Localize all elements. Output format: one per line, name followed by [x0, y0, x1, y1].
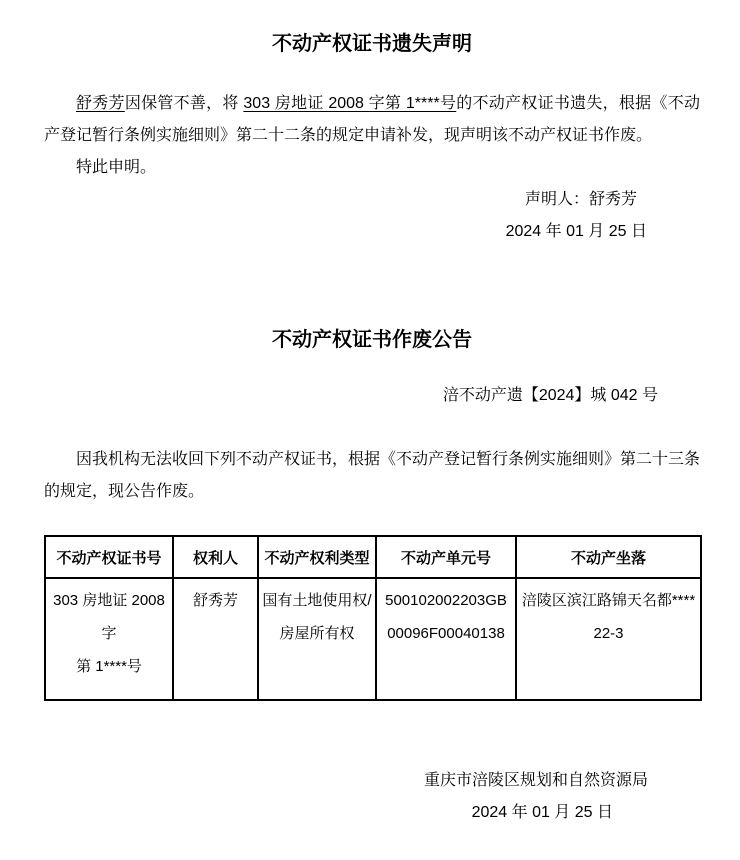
table-row	[45, 578, 701, 700]
cell-right-type	[258, 578, 376, 700]
cell-line: 00096F00040138	[387, 625, 505, 642]
certificates-table	[44, 535, 702, 701]
header-cert-no: 不动产权证书号	[45, 536, 173, 578]
cell-line: 500102002203GB	[385, 592, 507, 609]
document-content	[0, 32, 740, 829]
table-header-row	[45, 536, 701, 578]
declaration-date: 2024 年 01 月 25 日	[505, 223, 647, 240]
closing-line: 特此申明。	[76, 159, 157, 176]
certificate-number: 303 房地证 2008 字第 1****号	[243, 95, 457, 112]
issuer-line: 重庆市涪陵区规划和自然资源局	[423, 772, 648, 789]
declarant-line: 声明人：舒秀芳	[524, 191, 637, 208]
cell-unit-no	[376, 578, 516, 700]
announcement-title: 不动产权证书作废公告	[272, 329, 472, 351]
cell-line: 舒秀芳	[192, 592, 238, 609]
header-holder: 权利人	[173, 536, 258, 578]
cell-location	[516, 578, 701, 700]
cell-line: 国有土地使用权/	[262, 592, 372, 609]
header-location: 不动产坐落	[516, 536, 701, 578]
declaration-paragraph	[44, 88, 700, 152]
cell-holder	[173, 578, 258, 700]
paragraph-text-middle: 因保管不善，将	[124, 95, 244, 112]
cell-line: 第 1****号	[76, 658, 142, 675]
header-right-type: 不动产权利类型	[258, 536, 376, 578]
owner-name: 舒秀芳	[76, 95, 125, 112]
announcement-date: 2024 年 01 月 25 日	[471, 804, 613, 821]
cell-line: 22-3	[593, 625, 624, 642]
header-unit-no: 不动产单元号	[376, 536, 516, 578]
cell-line: 房屋所有权	[279, 625, 355, 642]
announcement-body: 因我机构无法收回下列不动产权证书，根据《不动产登记暂行条例实施细则》第二十三条的规定，现公告作废。	[44, 451, 701, 500]
paragraph-text-rest: 的不动产权证书遗失，根据《不动产登记暂行条例实施细则》第二十二条的规定申请补发，现声明该不动产权证书作废。	[44, 95, 700, 144]
cell-line: 涪陵区滨江路锦天名都****	[521, 592, 696, 609]
cell-cert-no	[45, 578, 173, 700]
declaration-title: 不动产权证书遗失声明	[272, 33, 472, 55]
announcement-doc-number: 涪不动产遗【2024】城 042 号	[442, 387, 658, 404]
cell-line: 303 房地证 2008 字	[53, 592, 165, 642]
